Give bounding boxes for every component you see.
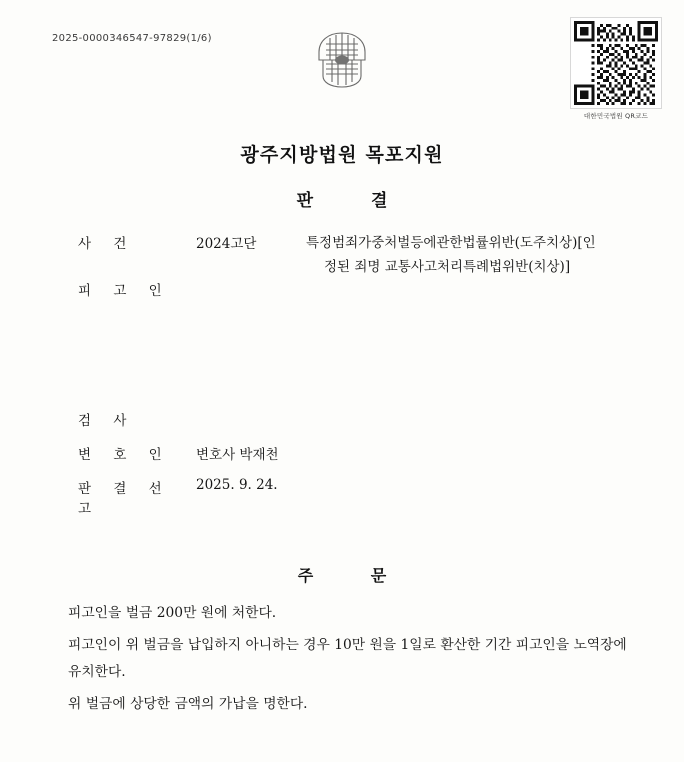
field-label-prosecutor: 검 사 <box>78 413 136 430</box>
field-value-judgment-date: 2025. 9. 24. <box>196 477 278 494</box>
qr-code-caption: 대한민국법원 QR코드 <box>583 112 649 120</box>
korean-court-emblem-icon <box>310 30 374 92</box>
qr-code-image <box>571 18 661 108</box>
field-row-defense-counsel <box>78 443 623 477</box>
field-row-case <box>78 232 623 279</box>
document-number: 2025-0000346547-97829(1/6) <box>52 33 212 44</box>
field-label-judgment-date: 판 결 선 고 <box>78 481 171 518</box>
case-charge-line-2: 정된 죄명 교통사고처리특례법위반(치상)] <box>324 258 571 275</box>
qr-code-block <box>570 18 662 120</box>
field-label-defense-counsel: 변 호 인 <box>78 447 171 464</box>
order-paragraph-1: 피고인을 벌금 200만 원에 처한다. <box>68 605 277 621</box>
field-value-case: 2024고단 <box>196 236 257 252</box>
case-charge-line-1: 특정범죄가중처벌등에관한법률위반(도주치상)[인 <box>306 235 596 251</box>
field-row-defendant <box>78 279 623 313</box>
redacted-spacer <box>78 313 623 409</box>
case-fields <box>78 232 623 517</box>
field-row-judgment-date <box>78 477 623 517</box>
order-paragraph-3: 위 벌금에 상당한 금액의 가납을 명한다. <box>68 695 308 712</box>
field-value-defense-counsel: 변호사 박재천 <box>196 447 279 464</box>
order-section-body <box>68 600 628 722</box>
field-label-case: 사 건 <box>78 236 136 252</box>
field-extra-case <box>306 232 606 279</box>
field-row-prosecutor <box>78 409 623 443</box>
field-label-defendant: 피 고 인 <box>78 283 171 300</box>
document-title: 판 결 <box>296 191 414 211</box>
order-section-title: 주 문 <box>297 566 413 585</box>
order-paragraph-2: 피고인이 위 벌금을 납입하지 아니하는 경우 10만 원을 1일로 환산한 기간 피고인을 노역장에 유치한다. <box>68 636 627 681</box>
court-title: 광주지방법원 목포지원 <box>240 144 444 166</box>
